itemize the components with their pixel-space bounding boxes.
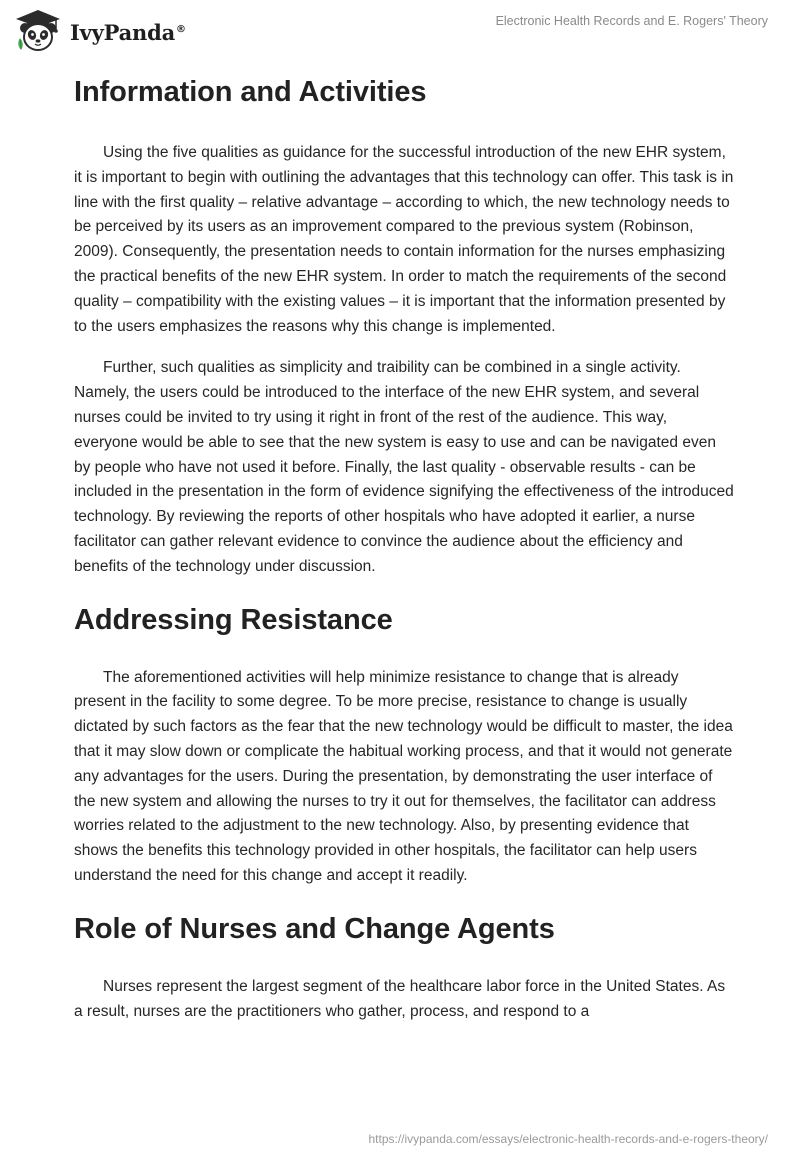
paragraph: Nurses represent the largest segment of the healthcare labor force in the United States. As a result, nurses are the practitioners who gather, process, and respond to a	[74, 977, 726, 1020]
ivypanda-logo[interactable]	[14, 8, 186, 54]
essay-content	[74, 72, 734, 1024]
document-title: Electronic Health Records and E. Rogers' Theory	[495, 14, 768, 28]
section-heading-role-of-nurses: Role of Nurses and Change Agents	[74, 912, 555, 945]
source-url[interactable]: https://ivypanda.com/essays/electronic-health-records-and-e-rogers-theory/	[368, 1132, 768, 1146]
section-heading-information-activities: Information and Activities	[74, 76, 427, 108]
page-header	[0, 0, 800, 62]
logo-text: IvyPanda®	[70, 19, 186, 45]
paragraph: Further, such qualities as simplicity and traibility can be combined in a single activity. Namely, the users could be introduced to the interface of the new EHR system, and several nurses could be invited to try using it right in front of the rest of the audience. This way, everyone would be able to see that the new system is easy to use and can be navigated even by people who have not used it before. Finally, the last quality - observable results - can be included in the presentation in the form of evidence signifying the effectiveness of the introduced technology. By reviewing the reports of other hospitals who have adopted it earlier, a nurse facilitator can gather relevant evidence to convince the audience about the efficiency and benefits of the technology under discussion.	[74, 359, 734, 575]
registered-mark: ®	[176, 23, 186, 35]
paragraph: Using the five qualities as guidance for the successful introduction of the new EHR system, it is important to begin with outlining the advantages that this technology can offer. This task is in line with the first quality – relative advantage – according to which, the new technology needs to be perceived by its users as an improvement compared to the previous system (Robinson, 2009). Consequently, the presentation needs to contain information for the nurses emphasizing the practical benefits of the new EHR system. In order to match the requirements of the second quality – compatibility with the existing values – it is important that the information presented by to the users emphasizes the reasons why this change is implemented.	[74, 144, 734, 335]
section-heading-addressing-resistance: Addressing Resistance	[74, 603, 393, 636]
paragraph: The aforementioned activities will help minimize resistance to change that is already present in the facility to some degree. To be more precise, resistance to change is usually dictated by such factors as the fear that the new technology would be difficult to master, the idea that it may slow down or complicate the habitual working process, and that it would not generate any advantages for the users. During the presentation, by demonstrating the user interface of the new system and allowing the nurses to try it out for themselves, the facilitator can address worries related to the adjustment to the new technology. Also, by presenting evidence that shows the benefits this technology provided in other hospitals, the facilitator can help users understand the need for this change and accept it readily.	[74, 668, 733, 884]
panda-graduate-icon	[14, 8, 62, 54]
